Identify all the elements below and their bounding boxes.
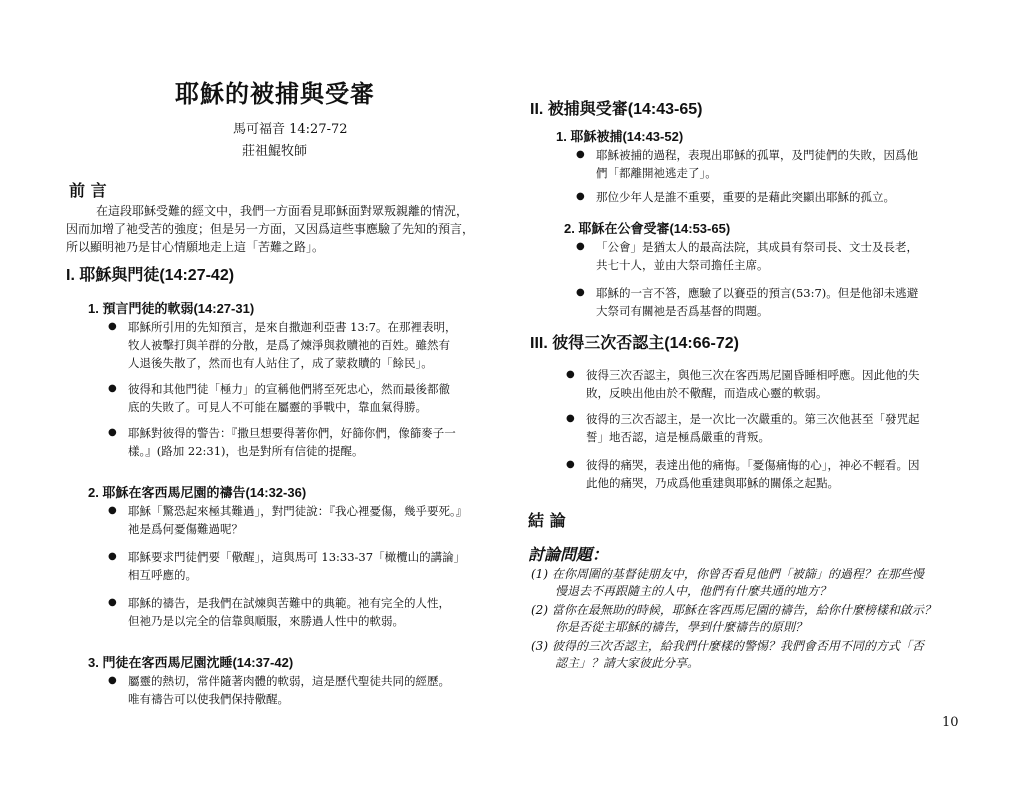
section-number: III.	[530, 335, 548, 352]
bullet-line: ● 耶穌被捕的過程，表現出耶穌的孤單，及門徒們的失敗，因爲他	[596, 148, 918, 162]
bullet-line: ● 那位少年人是誰不重要，重要的是藉此突顯出耶穌的孤立。	[596, 190, 895, 204]
bullet-item	[108, 594, 518, 630]
bullet-item	[108, 380, 518, 416]
page-title: 耶穌的被捕與受審	[175, 79, 375, 108]
bullet-line: 們「都離開祂逃走了」。	[596, 166, 717, 180]
section-heading	[530, 96, 703, 119]
question-line: (2) 當你在最無助的時候，耶穌在客西馬尼園的禱告，給你什麼榜樣和啟示？	[531, 603, 936, 617]
bullet-item	[566, 366, 986, 402]
intro-line: 在這段耶穌受難的經文中，我們一方面看見耶穌面對眾叛親離的情況，	[96, 204, 469, 218]
question-line: 你是否從主耶穌的禱告，學到什麼禱告的原則？	[555, 620, 808, 634]
subsection-heading: 2. 耶穌在客西馬尼園的禱告(14:32-36)	[88, 485, 307, 500]
bullet-line: ● 耶穌「驚恐起來極其難過」，對門徒說：『我心裡憂傷，幾乎要死。』	[128, 504, 468, 518]
subsection-heading: 1. 耶穌被捕(14:43-52)	[556, 129, 684, 144]
bullet-line: 人退後失散了，然而也有人站住了，成了蒙救贖的「餘民」。	[128, 356, 433, 370]
bullet-line: ● 耶穌所引用的先知預言，是來自撒迦利亞書 13:7。在那裡表明，	[128, 320, 457, 334]
bullet-line: 但祂乃是以完全的信靠與順服，來勝過人性中的軟弱。	[128, 614, 404, 628]
section-number: II.	[530, 101, 544, 118]
bullet-line: ● 彼得和其他門徒「極力」的宣稱他們將至死忠心，然而最後都徹	[128, 382, 450, 396]
question-line: (3) 彼得的三次否認主，給我們什麼樣的警惕？我們會否用不同的方式「否	[531, 639, 924, 653]
bullet-line: ● 「公會」是猶太人的最高法院，其成員有祭司長、文士及長老，	[596, 240, 918, 254]
question-line: (1) 在你周圍的基督徒朋友中，你曾否看見他們「被篩」的過程？在那些慢	[531, 567, 924, 581]
bullet-line: ● 耶穌對彼得的警告：『撒旦想要得著你們，好篩你們，像篩麥子一	[128, 426, 456, 440]
bullet-line: 此他的痛哭，乃成爲他重建與耶穌的關係之起點。	[586, 476, 839, 490]
bullet-item	[576, 146, 988, 182]
discussion-question	[531, 602, 961, 636]
bullet-line: ● 耶穌要求門徒們要「儆醒」，這與馬可 13:33-37「橄欖山的講論」	[128, 550, 466, 564]
bullet-line: ● 彼得的三次否認主，是一次比一次嚴重的。第三次他甚至「發咒起	[586, 412, 920, 426]
intro-line: 所以顯明祂乃是甘心情願地走上這「苦難之路」。	[66, 240, 325, 254]
author: 莊祖鯤牧師	[242, 144, 308, 159]
subsection-heading: 1. 預言門徒的軟弱(14:27-31)	[88, 301, 255, 316]
discussion-question	[531, 638, 961, 672]
bullet-line: ● 耶穌的禱告，是我們在試煉與苦難中的典範。祂有完全的人性，	[128, 596, 450, 610]
section-title: 被捕與受審(14:43-65)	[547, 101, 703, 118]
discussion-question	[531, 566, 961, 600]
bullet-item	[108, 548, 518, 584]
intro-line: 因而加增了祂受苦的強度；但是另一方面，又因爲這些事應驗了先知的預言，	[66, 222, 475, 236]
conclusion-heading: 結 論	[528, 511, 566, 530]
bullet-item	[576, 188, 988, 206]
bullet-line: ● 屬靈的熱切，常伴隨著肉體的軟弱，這是歷代聖徒共同的經歷。	[128, 674, 450, 688]
section-heading	[530, 330, 739, 353]
bullet-line: 敗，反映出他由於不儆醒，而造成心靈的軟弱。	[586, 386, 828, 400]
page-number: 10	[942, 715, 959, 730]
bullet-line: ● 彼得三次否認主，與他三次在客西馬尼園昏睡相呼應。因此他的失	[586, 368, 920, 382]
question-line: 認主」？請大家彼此分享。	[555, 656, 700, 670]
bullet-line: 共七十人，並由大祭司擔任主席。	[596, 258, 769, 272]
bullet-line: 相互呼應的。	[128, 568, 197, 582]
intro-heading: 前 言	[69, 181, 107, 200]
bullet-line: 牧人被擊打與羊群的分散，是爲了煉淨與救贖祂的百姓。雖然有	[128, 338, 450, 352]
bullet-line: ● 耶穌的一言不答，應驗了以賽亞的預言(53:7)。但是他卻未逃避	[596, 286, 919, 300]
question-line: 慢退去不再跟隨主的人中，他們有什麼共通的地方？	[555, 584, 832, 598]
bullet-line: 誓」地否認，這是極爲嚴重的背叛。	[586, 430, 770, 444]
subsection-heading: 3. 門徒在客西馬尼園沈睡(14:37-42)	[88, 655, 294, 670]
bullet-line: 樣。』(路加 22:31)，也是對所有信徒的提醒。	[128, 444, 364, 458]
bullet-line: 大祭司有關祂是否爲基督的問題。	[596, 304, 769, 318]
bullet-item	[566, 456, 986, 492]
scripture-reference: 馬可福音 14:27-72	[233, 122, 348, 137]
bullet-line: ● 彼得的痛哭，表達出他的痛悔。「憂傷痛悔的心」，神必不輕看。因	[586, 458, 920, 472]
bullet-line: 祂是爲何憂傷難過呢？	[128, 522, 243, 536]
bullet-item	[566, 410, 986, 446]
section-number: I.	[66, 267, 75, 284]
bullet-item	[108, 502, 518, 538]
bullet-item	[108, 318, 518, 372]
bullet-item	[576, 238, 988, 274]
bullet-line: 底的失敗了。可見人不可能在屬靈的爭戰中，靠血氣得勝。	[128, 400, 427, 414]
bullet-line: 唯有禱告可以使我們保持儆醒。	[128, 692, 289, 706]
bullet-item	[108, 672, 518, 708]
subsection-heading: 2. 耶穌在公會受審(14:53-65)	[564, 221, 731, 236]
section-heading	[66, 262, 234, 285]
section-title: 耶穌與門徒(14:27-42)	[79, 267, 235, 284]
bullet-item	[108, 424, 518, 460]
discussion-heading: 討論問題：	[528, 545, 609, 564]
bullet-item	[576, 284, 988, 320]
section-title: 彼得三次否認主(14:66-72)	[552, 335, 739, 352]
